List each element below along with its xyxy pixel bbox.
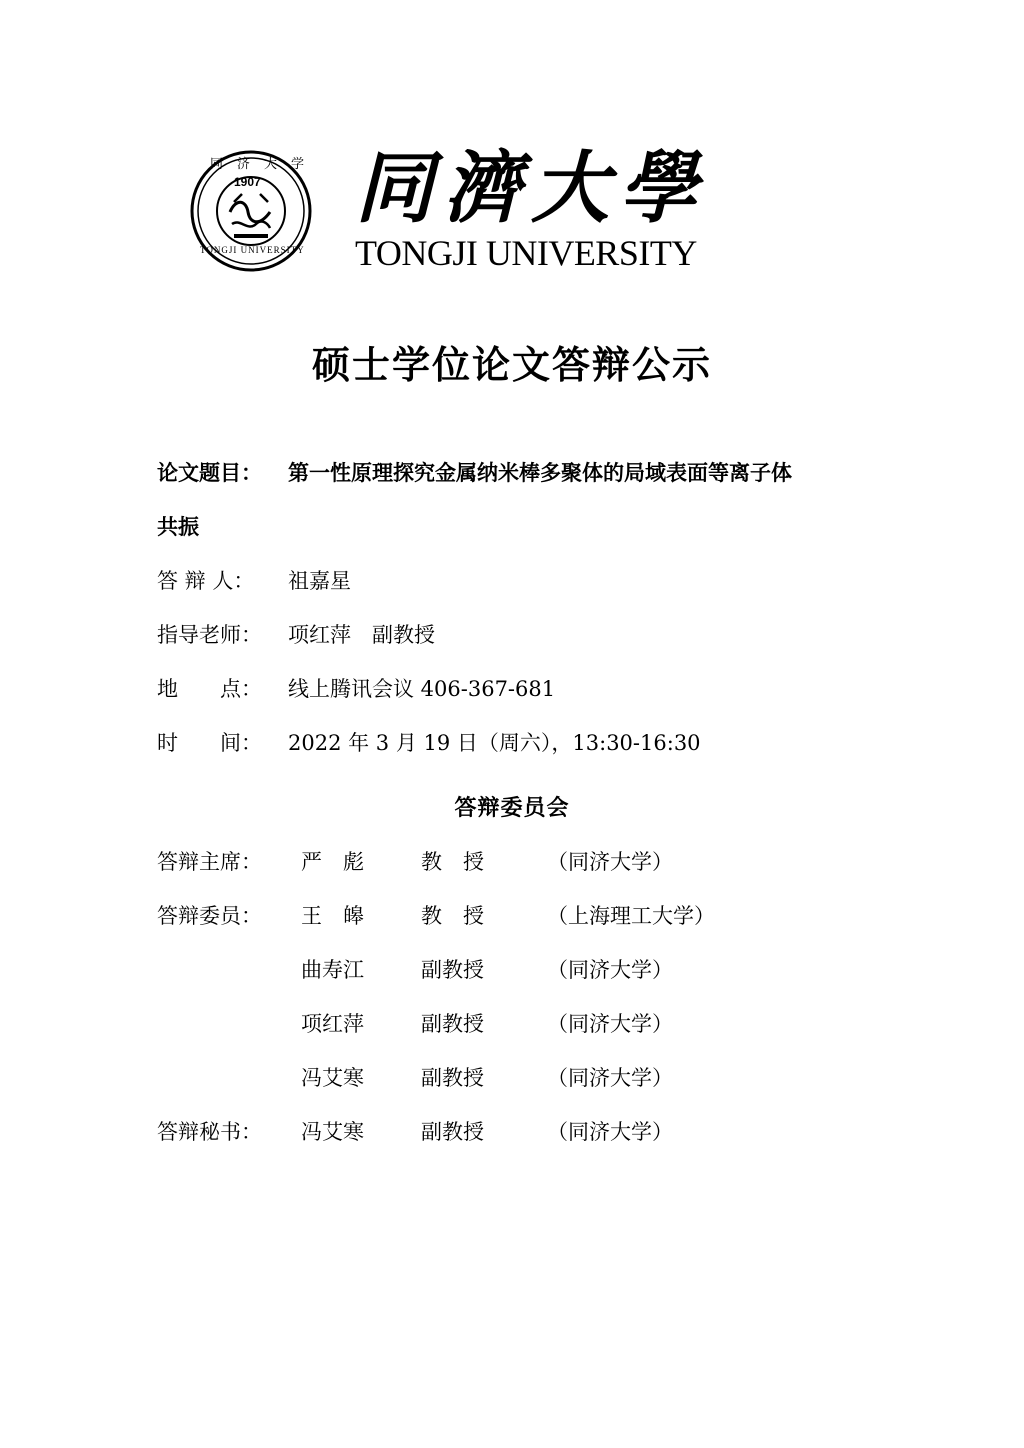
seal-year: 1907 — [234, 175, 261, 189]
thesis-title-line1: 第一性原理探究金属纳米棒多聚体的局域表面等离子体 — [288, 460, 792, 485]
committee-member-title: 副教授 — [421, 958, 484, 982]
committee-member-org: （同济大学） — [547, 850, 673, 874]
advisor-name: 项红萍 副教授 — [288, 623, 435, 647]
candidate-row — [157, 566, 351, 596]
thesis-title-label: 论文题目： — [157, 460, 262, 485]
page-title: 硕士学位论文答辩公示 — [311, 342, 712, 387]
seal-text-en: TONGJI UNIVERSITY — [200, 245, 305, 255]
committee-member-title: 副教授 — [421, 1012, 484, 1036]
committee-role: 答辩主席： — [157, 850, 262, 874]
thesis-title-continuation — [157, 512, 199, 542]
advisor-row — [157, 620, 435, 650]
committee-member-name: 王 皞 — [301, 904, 364, 928]
location-label: 地 点： — [157, 677, 262, 701]
committee-member-org: （同济大学） — [547, 1012, 673, 1036]
advisor-label: 指导老师： — [157, 623, 262, 647]
thesis-title-row — [157, 458, 792, 488]
committee-member-org: （同济大学） — [547, 958, 673, 982]
committee-member-name: 冯艾寒 — [301, 1120, 364, 1144]
committee-member-name: 冯艾寒 — [301, 1066, 364, 1090]
thesis-title-line2: 共振 — [157, 514, 199, 539]
time-row — [157, 728, 701, 758]
university-header — [190, 145, 730, 275]
location-row — [157, 674, 555, 704]
university-name-en: TONGJI UNIVERSITY — [355, 233, 697, 273]
committee-member-title: 副教授 — [421, 1066, 484, 1090]
university-name-cn: 同濟大學 — [355, 143, 708, 234]
committee-member-title: 教 授 — [421, 850, 484, 874]
location-value: 线上腾讯会议 406-367-681 — [288, 677, 556, 701]
committee-member-name: 项红萍 — [301, 1012, 364, 1036]
committee-member-name: 曲寿江 — [301, 958, 364, 982]
committee-member-org: （上海理工大学） — [547, 904, 715, 928]
committee-member-title: 教 授 — [421, 904, 484, 928]
university-wordmark — [355, 145, 725, 275]
time-label: 时 间： — [157, 731, 262, 755]
committee-member-org: （同济大学） — [547, 1120, 673, 1144]
committee-heading: 答辩委员会 — [454, 795, 570, 821]
seal-text-cn: 同济大学 — [210, 157, 319, 172]
committee-member-org: （同济大学） — [547, 1066, 673, 1090]
committee-member-title: 副教授 — [421, 1120, 484, 1144]
candidate-label: 答 辩 人： — [157, 569, 255, 593]
time-value: 2022 年 3 月 19 日（周六），13:30-16:30 — [288, 731, 701, 755]
committee-role: 答辩秘书： — [157, 1120, 262, 1144]
candidate-name: 祖嘉星 — [288, 569, 351, 593]
committee-role: 答辩委员： — [157, 904, 262, 928]
committee-member-name: 严 彪 — [301, 850, 364, 874]
